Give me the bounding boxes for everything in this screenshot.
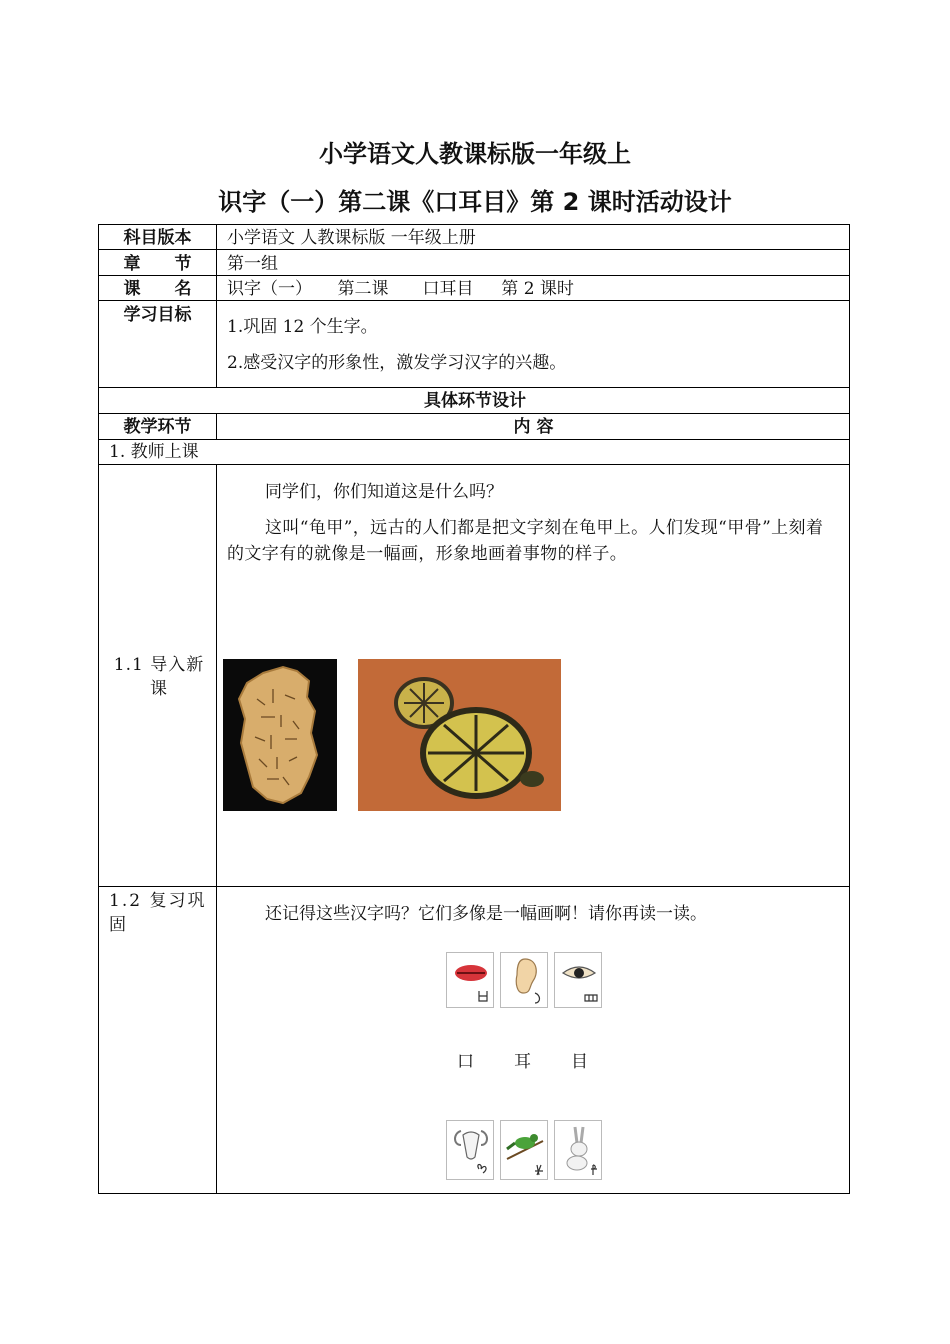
char-eye: 目 (571, 1052, 588, 1072)
subject-label: 科目版本 (123, 228, 192, 248)
step1-label: 1.1 导入新课 (113, 655, 205, 699)
goal-item-1: 1.巩固 12 个生字。 (227, 317, 378, 337)
step2-label: 1.2 复习巩固 (109, 891, 207, 935)
mouth-pictograph-icon (446, 952, 494, 1008)
step1-paragraph-1: 同学们，你们知道这是什么吗？ (265, 482, 503, 502)
eye-pictograph-icon (554, 952, 602, 1008)
document-subtitle: 识字（一）第二课《口耳目》第 2 课时活动设计 (218, 188, 732, 216)
goal-item-2: 2.感受汉字的形象性，激发学习汉字的兴趣。 (227, 353, 567, 373)
section-teacher: 1. 教师上课 (109, 442, 199, 462)
oracle-bone-image (223, 659, 337, 811)
turtle-shells-image (358, 659, 561, 811)
goal-label: 学习目标 (123, 305, 192, 325)
chapter-label: 章 节 (123, 254, 192, 274)
sheep-pictograph-icon (446, 1120, 494, 1180)
rabbit-pictograph-icon (554, 1120, 602, 1180)
design-header: 具体环节设计 (424, 391, 526, 411)
lesson-table (98, 224, 850, 1194)
lesson-value: 识字（一） 第二课 口耳目 第 2 课时 (227, 279, 574, 299)
document-title: 小学语文人教课标版一年级上 (319, 140, 631, 168)
bird-pictograph-icon (500, 1120, 548, 1180)
lesson-label: 课 名 (123, 279, 192, 299)
column-step: 教学环节 (123, 417, 192, 437)
char-ear: 耳 (514, 1052, 531, 1072)
chapter-value: 第一组 (227, 254, 278, 274)
step2-paragraph: 还记得这些汉字吗？它们多像是一幅画啊！请你再读一读。 (265, 904, 707, 924)
char-mouth: 口 (457, 1052, 474, 1072)
ear-pictograph-icon (500, 952, 548, 1008)
subject-value: 小学语文 人教课标版 一年级上册 (227, 228, 476, 248)
step1-paragraph-2: 这叫“龟甲”，远古的人们都是把文字刻在龟甲上。人们发现“甲骨”上刻着的文字有的就像是一幅画，形象地画着事物的样子。 (227, 518, 824, 564)
column-content: 内 容 (513, 417, 554, 437)
